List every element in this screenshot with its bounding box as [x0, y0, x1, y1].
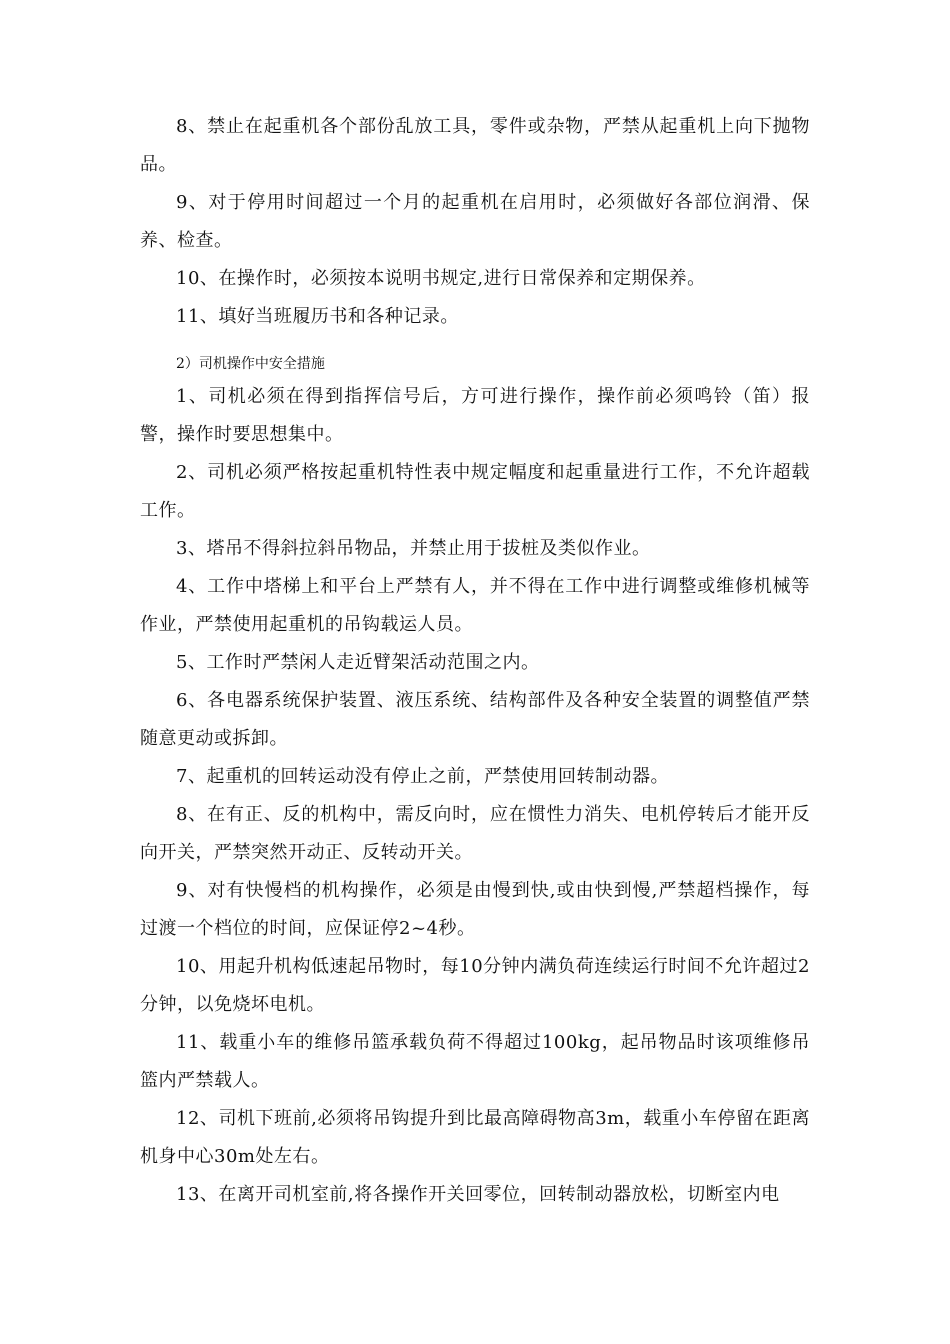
- rule-1: 1、司机必须在得到指挥信号后，方可进行操作，操作前必须鸣铃（笛）报警，操作时要思想集中。: [140, 386, 810, 445]
- rule-11: 11、载重小车的维修吊篮承载负荷不得超过100kg，起吊物品时该项维修吊篮内严禁载人。: [140, 1032, 810, 1091]
- rule-3: 3、塔吊不得斜拉斜吊物品，并禁止用于拔桩及类似作业。: [176, 538, 651, 559]
- rule-8: 8、在有正、反的机构中，需反向时，应在惯性力消失、电机停转后才能开反向开关，严禁突然开动正、反转动开关。: [140, 804, 810, 863]
- rule-9: 9、对有快慢档的机构操作，必须是由慢到快,或由快到慢,严禁超档操作，每过渡一个档位的时间，应保证停2~4秒。: [140, 880, 810, 939]
- rule-2: 2、司机必须严格按起重机特性表中规定幅度和起重量进行工作，不允许超载工作。: [140, 462, 810, 521]
- rule-10: 10、用起升机构低速起吊物时，每10分钟内满负荷连续运行时间不允许超过2分钟，以免烧坏电机。: [140, 956, 810, 1015]
- paragraph-9: 9、对于停用时间超过一个月的起重机在启用时，必须做好各部位润滑、保养、检查。: [140, 192, 810, 251]
- paragraph-10: 10、在操作时，必须按本说明书规定,进行日常保养和定期保养。: [176, 268, 706, 289]
- paragraph-8: 8、禁止在起重机各个部份乱放工具，零件或杂物，严禁从起重机上向下抛物品。: [140, 116, 810, 175]
- rule-13: 13、在离开司机室前,将各操作开关回零位，回转制动器放松，切断室内电: [176, 1184, 780, 1205]
- rule-12: 12、司机下班前,必须将吊钩提升到比最高障碍物高3m，载重小车停留在距离机身中心30m处左右。: [140, 1108, 810, 1167]
- rule-5: 5、工作时严禁闲人走近臂架活动范围之内。: [176, 652, 540, 673]
- document-page: [140, 108, 810, 1214]
- rule-7: 7、起重机的回转运动没有停止之前，严禁使用回转制动器。: [176, 766, 669, 787]
- rule-4: 4、工作中塔梯上和平台上严禁有人，并不得在工作中进行调整或维修机械等作业，严禁使用起重机的吊钩载运人员。: [140, 576, 810, 635]
- rule-6: 6、各电器系统保护装置、液压系统、结构部件及各种安全装置的调整值严禁随意更动或拆卸。: [140, 690, 810, 749]
- paragraph-11: 11、填好当班履历书和各种记录。: [176, 306, 459, 327]
- section-heading: 2）司机操作中安全措施: [176, 356, 325, 372]
